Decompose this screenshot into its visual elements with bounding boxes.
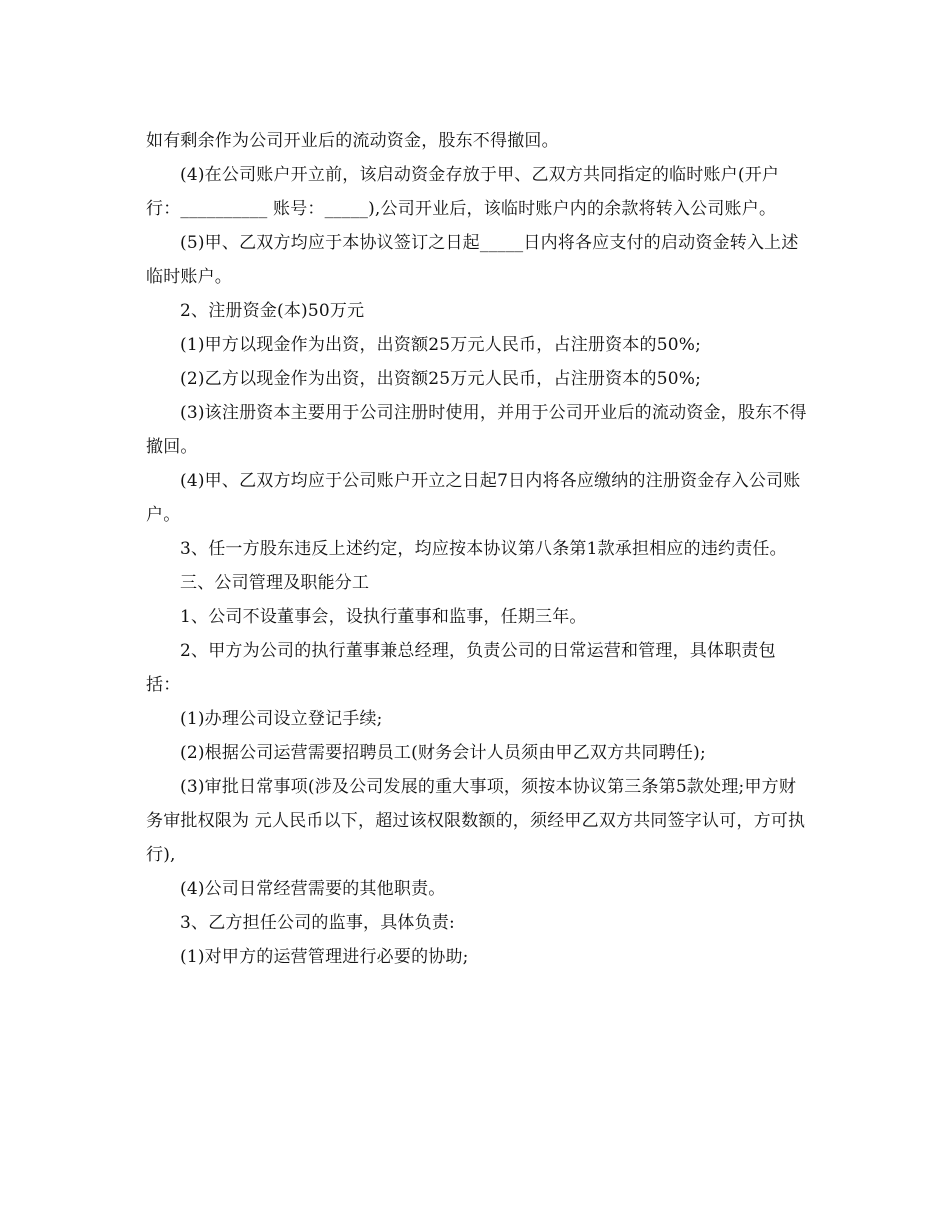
paragraph-12: 2、甲方为公司的执行董事兼总经理，负责公司的日常运营和管理，具体职责包括： — [146, 641, 776, 695]
paragraph-8: (4)甲、乙双方均应于公司账户开立之日起7日内将各应缴纳的注册资金存入公司账户。 — [146, 471, 801, 525]
paragraph-16: (4)公司日常经营需要的其他职责。 — [180, 879, 446, 899]
paragraph-15: (3)审批日常事项(涉及公司发展的重大事项，须按本协议第三条第5款处理;甲方财务审批权限为 元人民币以下，超过该权限数额的，须经甲乙双方共同签字认可，方可执行), — [146, 777, 806, 865]
paragraph-4: 2、注册资金(本)50万元 — [180, 301, 365, 321]
paragraph-7: (3)该注册资本主要用于公司注册时使用，并用于公司开业后的流动资金，股东不得撤回。 — [146, 403, 807, 457]
paragraph-9: 3、任一方股东违反上述约定，均应按本协议第八条第1款承担相应的违约责任。 — [180, 539, 787, 559]
paragraph-5: (1)甲方以现金作为出资，出资额25万元人民币，占注册资本的50%; — [180, 335, 702, 355]
paragraph-6: (2)乙方以现金作为出资，出资额25万元人民币，占注册资本的50%; — [180, 369, 702, 389]
paragraph-1: 如有剩余作为公司开业后的流动资金，股东不得撤回。 — [146, 131, 559, 151]
paragraph-11: 1、公司不设董事会，设执行董事和监事，任期三年。 — [180, 607, 587, 627]
paragraph-17: 3、乙方担任公司的监事，具体负责: — [180, 913, 455, 933]
section-heading: 三、公司管理及职能分工 — [180, 573, 370, 593]
document-body — [146, 124, 810, 974]
paragraph-14: (2)根据公司运营需要招聘员工(财务会计人员须由甲乙双方共同聘任); — [180, 743, 706, 763]
paragraph-13: (1)办理公司设立登记手续; — [180, 709, 383, 729]
paragraph-18: (1)对甲方的运营管理进行必要的协助; — [180, 947, 469, 967]
paragraph-2: (4)在公司账户开立前，该启动资金存放于甲、乙双方共同指定的临时账户(开户行：__________ 账号：_____),公司开业后，该临时账户内的余款将转入公司账户。 — [146, 165, 780, 219]
paragraph-3: (5)甲、乙双方均应于本协议签订之日起_____日内将各应支付的启动资金转入上述临时账户。 — [146, 233, 799, 287]
